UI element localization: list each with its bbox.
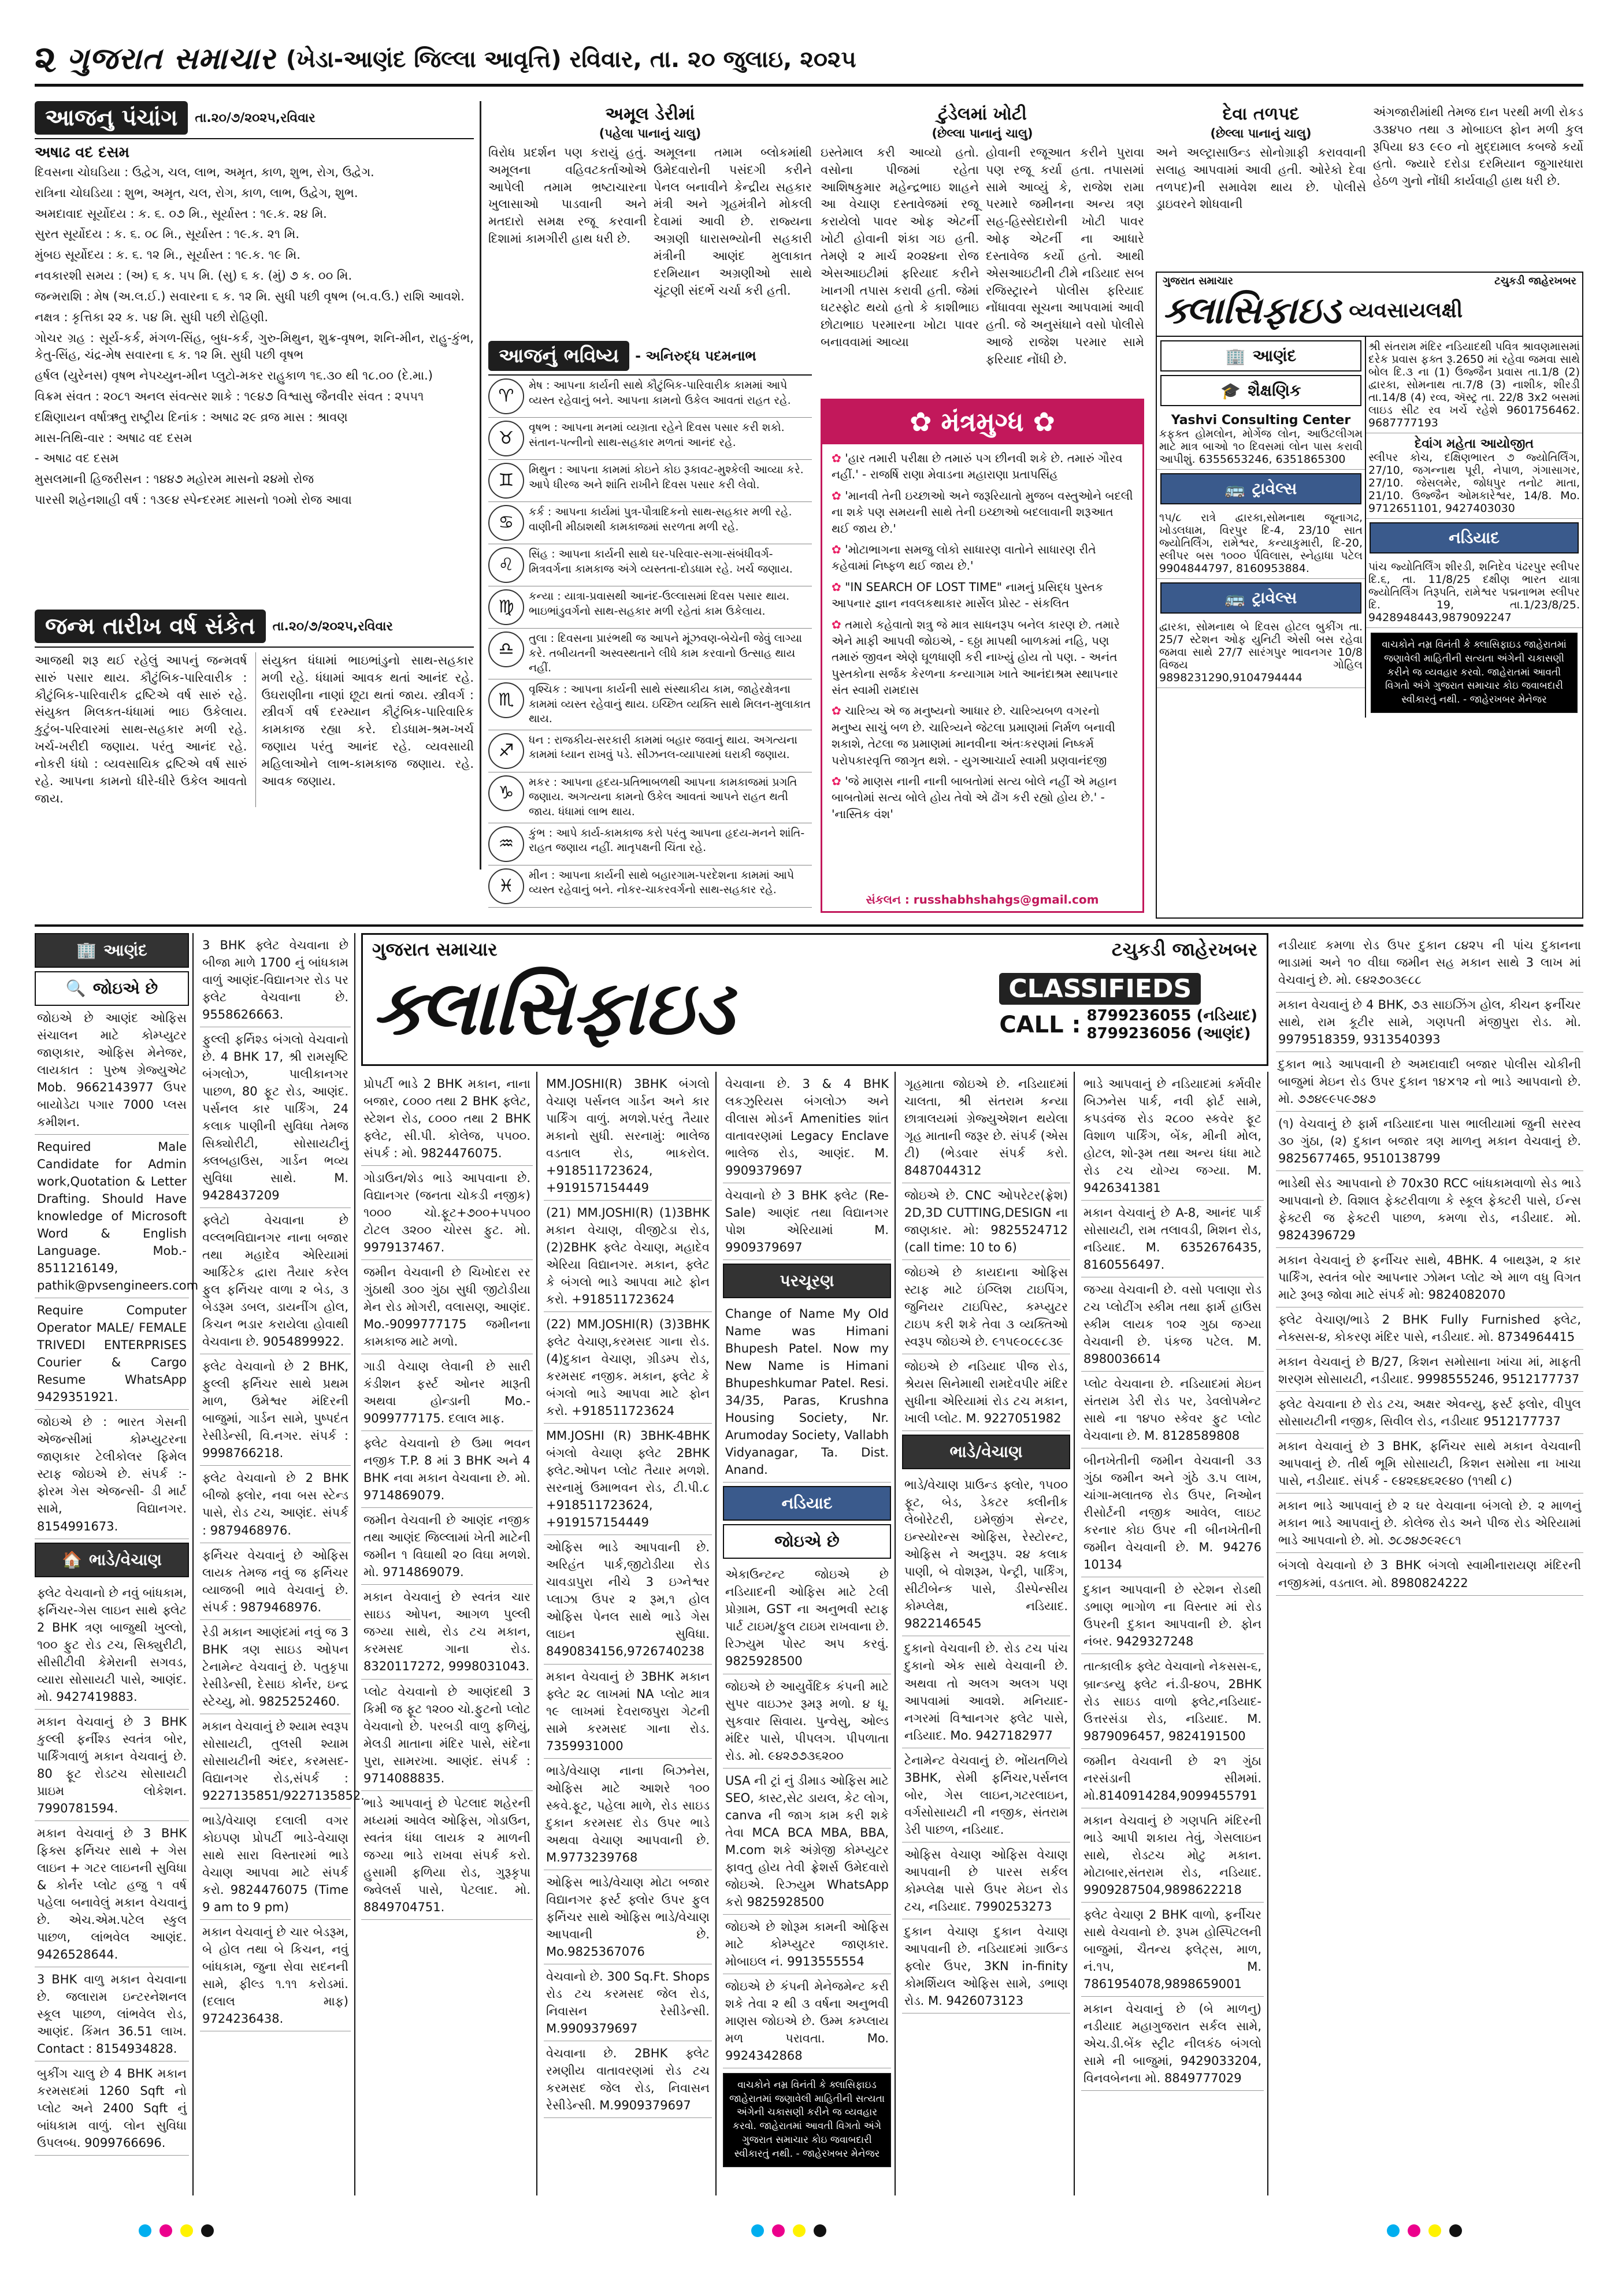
masthead <box>35 35 1583 87</box>
classified-ad: ભાડે/વેચાણ પ્રાઉન્ડ ફ્લોર, ૧૫૦૦ ફૂટ, બેડ, ડેકટર ક્લીનીક લેબોરેટરી, ઇમેજીંગ સેન્ટર, ઇન્સ્યોરન્સ ઓફિસ, રેસ્ટોરન્ટ, ઓફિસ ને અનુરૂપ. ૨૪ કલાક પાણી, બે વોશરૂમ, પેન્ટ્રી, પાર્કિંગ, સીટીબેન્ક પાસે, ડીસ્પેન્સીય કોમ્પ્લેક્ષ, નડિયાદ. 9822146545 <box>902 1473 1070 1636</box>
horoscope-row <box>488 629 812 679</box>
quote-text: 'માનવી તેની ઇચ્છાઓ અને જરૂરિયાતો મુજબ વસ્તુઓને બદલી ના શકે પણ સમયની સાથે તેની ઇચ્છાઓ બદલાવાની શરૂઆત થઈ જાય છે.' <box>832 488 1133 536</box>
panchang-line: નવકારશી સમય : (અ) ૬ ક. ૫૫ મિ. (સુ) ૬ ક. (મું) ૭ ક. ૦૦ મિ. <box>35 269 352 283</box>
panchang-line: સુરત સૂર્યોદય : ક. ૬. ૦૮ મિ., સૂર્યાસ્ત : ૧૯.ક. ૨૧ મિ. <box>35 227 300 242</box>
classified-ad: ભાડે/વેચાણ દલાલી વગર કોઇપણ પ્રોપર્ટી ભાડે-વેચાણ સાથે સારા વિસ્તારમાં ભાડે વેચાણ આપવા માટે સંપર્ક કરો. 9824476075 (Time 9 am to 9 pm) <box>200 1808 351 1920</box>
c1-label-rent-sale <box>35 1543 189 1577</box>
classified-ad: (૧) વેચવાનું છે ફાર્મ નડિયાદના પાસ ભાલીયામાં જુની સરસ્વ ૩૦ ગુંઠા, (૨) દુકાન બજાર ત્રણ માળનુ મકાન વેચવાનું છે. 9825677465, 9510138799 <box>1276 1112 1583 1171</box>
horoscope-row <box>488 502 812 544</box>
horoscope-text: ધન : રાજકીય-સરકારી કામમાં બહાર જવાનું થાય. અગત્યના કામમાં ધ્યાન રાખવું પડે. સીઝનલ-વ્યાપારમાં ઘરાકી જણાય. <box>529 733 797 761</box>
c5-disclaimer: વાચકોને નમ્ર વિનંતી કે ક્લાસિફાઇડ જાહેરાતમાં જણાવેલી માહિતીની સત્યતા અંગેની ચકાસણી કરીને જ વ્યવહાર કરવો. જાહેરાતમાં આવતી વિગતો અંગે ગુજરાત સમાચાર કોઇ જવાબદારી સ્વીકારતું નથી. - જાહેરખબર મેનેજર <box>723 2073 891 2167</box>
class-col-5 <box>719 1072 896 2195</box>
birthday-col1: આજથી શરૂ થઈ રહેલું આપનું જન્મવર્ષ સારું પસાર થાય. કૌટુંબિક-પારિવારીક : કૌટુંબિક-પારિવારીક દ્રષ્ટિએ વર્ષ સારું રહે. સંયુક્ત મિલકત-ધંધામાં ભાઇ ઉકેલાય. કુટુંબ-પરિવારમાં સાથ-સહકાર મળી રહે. ખર્ચ-ખરીદી જણાય. પરંતુ આનંદ રહે. નોકરી ધંધો : વ્યવસાયિક દ્રષ્ટિએ વર્ષ સારું રહે. આપના કામનો ધીરે-ધીરે ઉકેલ આવતો જાય. <box>35 653 247 805</box>
c1-ads <box>35 1006 199 2156</box>
classified-ad: Require Computer Operator MALE/ FEMALE TRIVEDI ENTERPRISES Courier & Cargo Resume WhatsApp 9429351921. <box>35 1298 189 1410</box>
horoscope-row <box>488 730 812 772</box>
label-education-text: શૈક્ષણિક <box>1248 381 1301 400</box>
c6-label-rent-sale: ભાડે/વેચાણ <box>902 1435 1070 1469</box>
c4-ads <box>544 1072 712 2118</box>
classified-ad: મકાન વેચવાનું છે (બે માળનુ) નડીયાદ મહાગુજરાત સર્કલ સામે, એચ.ડી.બેંક સ્ટ્રીટ નીલકંઠ બંગલો સામે ની બાજુમાં, 9429033204, વિનવબેનના મો. 8849777029 <box>1081 1997 1264 2091</box>
section-rule <box>35 924 1583 927</box>
horoscope-row <box>488 865 812 908</box>
magenta-dot <box>1408 2224 1420 2237</box>
zodiac-icon: ♒ <box>488 826 524 862</box>
panchang-heading: આજનુ પંચાંગ <box>35 101 188 135</box>
classified-ad: વેચવાનો છે 3 BHK ફ્લેટ (Re-Sale) આણંદ તથા વિદ્યાનગર પોશ એરિયામાં M. 9909379697 <box>723 1183 891 1260</box>
classified-ad: જોઇએ છે : ભારત ગેસની એજન્સીમાં કોમ્પ્યુટરના જાણકાર ટેલીકોલર ફિમેલ સ્ટાફ જોઇએ છે. સંપર્ક :- ફોરમ ગેસ એજન્સી- ડી માર્ટ સામે, વિદ્યાનગર. 8154991673. <box>35 1410 189 1539</box>
classified-ad: ફ્લેટ વેચવાના છે રોડ ટચ, અક્ષર એવન્યુ, ફર્સ્ટ ફ્લોર, વીપુલ સોસાયટીની નજીક, સિવીલ રોડ, નડીયાદ 9512177737 <box>1276 1392 1583 1434</box>
classified-ad: ફુલ્લી ફર્નિશ્ડ બંગલો વેચવાનો છે. 4 BHK 17, શ્રી રામસૃષ્ટિ બંગલોઝ, પાલીકાનગર પાછળ, 80 ફૂટ રોડ, આણંદ. પર્સનલ કાર પાર્કિંગ, 24 કલાક પાણીની સુવિધા તેમજ સિક્યોરીટી, સોસાયટીનું ક્લબહાઉસ, ગાર્ડન ભવ્ય સુવિધા સાથે. M. 9428437209 <box>200 1027 351 1208</box>
mantramugdh-heading: ✿ મંત્રમુગ્ધ ✿ <box>822 400 1142 444</box>
amul-col2: અમૂલના તમામ બ્લોકમાંથી ઉમેદવારોની પસંદગી કરીને પેનલ બનાવીને કેન્દ્રીય સહકાર મંત્રી અને ગૃહમંત્રીને મોકલી દેવામાં આવી છે. રાજ્યના અગ્રણી ધારાસભ્યોની સહકારી મંત્રીની આણંદ મુલાકાત દરમિયાન અગ્રણીઓ સાથે ચૂંટણી સંદર્ભે ચર્ચા કરી હતી. <box>654 146 812 298</box>
classified-ad: મકાન વેચવાનું છે A-8, આનંદ પાર્ક સોસાયટી, રામ તલાવડી, મિશન રોડ, નડિયાદ. M. 6352676435, 8160556497. <box>1081 1201 1264 1277</box>
class-col-1 <box>35 933 199 2195</box>
divider <box>480 101 481 870</box>
quote-text: "IN SEARCH OF LOST TIME" નામનું પ્રસિદ્ધ પુસ્તક આપનાર જ્ઞાન નવલકથાકાર માર્સેલ પ્રોસ્ટ - સંકલિત <box>832 579 1104 611</box>
cyan-dot <box>751 2224 764 2237</box>
horoscope-row <box>488 460 812 502</box>
c1-label-rent-sale-text: ભાડે/વેચાણ <box>88 1550 162 1569</box>
classified-ad: ગોડાઉન/શેડ ભાડે આપવાના છે. વિદ્યાનગર (જનતા ચોકડી નજીક) ૧૦૦૦ ચો.ફૂટ+૭૦૦+૫૫૦૦ ટોટલ ૩૨૦૦ ચોરસ ફુટ. મો. 9979137467. <box>361 1166 533 1260</box>
horoscope-row <box>488 823 812 865</box>
label-travels2-text: ટ્રાવેલ્સ <box>1252 588 1297 607</box>
cyan-dot <box>1387 2224 1400 2237</box>
classified-ad: નડીયાદ કમળા રોડ ઉપર દુકાન ૮૪૨૫ ની પાંચ દુકાનના ભાડામાં અને ૧૦ વીઘા જમીન સહ મકાન સાથે 3 લાખ માં વેચવાનું છે. મો. ૯૪૨૭૦૩૯૮૮ <box>1276 933 1583 993</box>
panchang-line: અમદાવાદ સૂર્યોદય : ક. ૬. ૦૭ મિ., સૂર્યાસ્ત : ૧૯.ક. ૨૪ મિ. <box>35 206 327 221</box>
quote-text: 'હાર તમારી પરીક્ષા છે તમારું પગ છીનવી શકે છે. તમારું ગૌરવ નહીં.' - રાજર્ષિ રાણા મેવાડના મહારાણા પ્રતાપસિંહ <box>832 451 1123 482</box>
birthday-col2: સંયુક્ત ધંધામાં ભાઇભાંડુનો સાથ-સહકાર મળી રહે. ધંધામાં આવક થતાં આનંદ રહે. ઉઘરાણીના નાણાં છૂટા થતાં જાય. સ્ત્રીવર્ગ : સ્ત્રીવર્ગ વર્ષ દરમ્યાન કૌટુંબિક-પારિવારિક કામકાજ રહ્યા કરે. દોડધામ-શ્રમ-ખર્ચ જણાય પરંતુ આનંદ રહે. વ્યવસાયી મહિલાઓને લાભ-કામકાજ જણાય. રહે. આવક જણાય. <box>255 652 474 807</box>
horoscope-list <box>488 376 812 908</box>
panchang-line: ગોચર ગ્રહ : સૂર્ય-કર્ક, મંગળ-સિંહ, બુધ-કર્ક, ગુરુ-મિથુન, શુક્ર-વૃષભ, શનિ-મીન, રાહુ-કુંભ, કેતુ-સિંહ, ચંદ્ર-મેષ સવારના ૬ ક. ૧૨ મિ. સુધી પછી વૃષભ <box>35 330 474 362</box>
c8-ads <box>1276 933 1583 1596</box>
panchang-box <box>35 101 474 604</box>
flower-icon: ✿ <box>832 542 845 556</box>
deviang-text: સ્લીપર કોચ, દક્ષિણભારત ૭ જ્યોતિર્લિંગ, 27/10, જગન્નાથ પૂરી, નેપાળ, ગંગાસાગર, 27/10. જેસલમેર, જોધપુર તનોટ માતા, 21/10. ઉજ્જૈન ઓમકારેશ્વર, 14/8. Mo. 9712651101, 9427403030 <box>1368 451 1580 515</box>
black-dot <box>201 2224 214 2237</box>
bus-icon: 🚌 <box>1224 588 1245 608</box>
amul-col1: વિરોધ પ્રદર્શન પણ કરાયું હતું. અમૂલના વહિવટકર્તાઓએ આપેલી તમામ ભ્રષ્ટાચારના ખુલાસાઓ પાડવાની અને મતદારો સમક્ષ રજૂ કરવાની દિશામાં કામગીરી હાથ ધરી છે. <box>488 146 647 246</box>
horoscope-row <box>488 772 812 823</box>
building-icon: 🏢 <box>76 941 97 960</box>
classified-ad: જમીન વેચવાની છે ચિખોદરા રર ગુંઠાથી ૩૦૦ ગુંઠા સુધી જીટોડીયા મેન રોડ મોગરી, વલાસણ, આણંદ. Mo.-9099777175 જમીનના કામકાજ માટે મળો. <box>361 1260 533 1354</box>
birthday-heading: જન્મ તારીખ વર્ષ સંકેત <box>35 610 266 643</box>
classified-ad: મકાન વેચવાનું છે 4 BHK, ૭૩ સાઇઝિંગ હોલ, કીચન ફર્નીચર સાથે, રામ કૂટીર સામે, ગણપતી મંજીપુરા રોડ. મો. 9979518359, 9313540393 <box>1276 993 1583 1052</box>
classified-ad: ભાડેથી સેડ આપવાનો છે 70x30 RCC બાંધકામવાળો સેડ ભાડે આપવાનો છે. વિશાલ ફેક્ટરીવાળા કે સ્કૂલ ફેક્ટરી પાસે, ઈન્સ ફેક્ટરી જ ફેક્ટરી પાછળ, કમળા રોડ, નડીયાદ. મો. 9824396729 <box>1276 1171 1583 1248</box>
horoscope-heading: આજનું ભવિષ્ય <box>488 341 629 371</box>
zodiac-icon: ♐ <box>488 733 524 769</box>
edition-line: (ખેડા-આણંદ જિલ્લા આવૃત્તિ) રવિવાર, તા. ૨૦ જુલાઇ, ૨૦૨૫ <box>285 46 856 73</box>
c5-label-wanted: જોઇએ છે <box>723 1524 891 1559</box>
mantramugdh-box <box>821 399 1144 913</box>
c5-label-misc: પરચૂરણ <box>723 1264 891 1298</box>
panchang-line: નક્ષત્ર : કૃત્તિકા ૨૨ ક. ૫૪ મિ. સુધી પછી રોહિણી. <box>35 310 269 324</box>
classified-ad: બંગલો વેચવાનો છે 3 BHK બંગલો સ્વામીનારાયણ મંદિરની નજીકમાં, વડતાલ. મો. 8980824222 <box>1276 1553 1583 1595</box>
classified-ad: મકાન વેચવાનું છે સ્વતંત્ર ચાર સાઇડ ઓપન, આગળ પુલ્લી જગ્યા સાથે, રોડ ટચ મકાન, કરમસદ ગાના રોડ. 8320117272, 9998031043. <box>361 1585 533 1679</box>
horoscope-row <box>488 376 812 418</box>
zodiac-icon: ♓ <box>488 868 524 904</box>
horoscope-text: કર્ક : આપના કાર્યમાં પુત્ર-પૌત્રાદિકનો સાથ-સહકાર મળી રહે. વાણીની મીઠાશથી કામકાજમાં સરળતા મળી રહે. <box>529 506 792 533</box>
flower-icon: ✿ <box>832 704 845 718</box>
deva-title: દેવા તળપદ <box>1222 104 1300 124</box>
big-classified-banner <box>361 933 1268 1066</box>
color-registration-marks <box>139 2224 214 2237</box>
deviang-title: દેવાંગ મહેતા આયોજીત <box>1414 437 1534 451</box>
classified-ad: ભાડે આપવાનું છે નડિયાદમાં કર્મવીર બિઝનેસ પાર્ક, નવી ફોર્ટ સામે, કપડવંજ રોડ ૨૮૦૦ સ્કવેર ફૂટ વિશાળ પાર્કિંગ, બેંક, મીની મોલ, હોટલ, શો-રૂમ તથા અન્ય ધંધા માટે રોડ ટચ યોગ્ય જગ્યા. M. 9426341381 <box>1081 1072 1264 1201</box>
deviang-ad <box>1366 433 1582 519</box>
horoscope-box <box>488 341 812 919</box>
classified-ad: ફ્લેટ વેચવાનો છે નવું બાંધકામ, ફર્નિચર-ગેસ લાઇન સાથે ફ્લેટ 2 BHK ત્રણ બાજુથી ખુલ્લો, ૧૦૦ ફુટ રોડ ટચ, સિક્યુરીટી, સીસીટીવી કેમેરાની સગવડ, વ્યારા સોસાયટી પાસે, આણંદ. મો. 9427419883. <box>35 1581 189 1710</box>
small-classified-brand: ગુજરાત સમાચાર <box>1163 275 1233 287</box>
yellow-dot <box>1428 2224 1441 2237</box>
class-col-8 <box>1271 933 1583 2195</box>
yashvi-name: Yashvi Consulting Center <box>1171 413 1351 428</box>
classified-ad: પ્રોપર્ટી ભાડે 2 BHK મકાન, નાના બજાર, ૮૦૦૦ તથા 2 BHK ફ્લેટ, સ્ટેશન રોડ, ૮૦૦૦ તથા 2 BHK ફ્લેટ, સી.પી. કોલેજ, ૫૫૦૦. સંપર્ક : મો. 9824476075. <box>361 1072 533 1166</box>
school-ad: શ્રી સંતરામ મંદિર નડિયાદથી પવિત્ર શ્રાવણમાસમાં દરેક પ્રવાસ ફક્ત રૂ.2650 માં રહેવા જમવા સાથે બોલ દિ.૩ ના (1) ઉજ્જૈન પ્રવાસ તા.1/8 (2) દ્વારકા, સોમનાથ તા.7/8 (3) નાશીક, શીરડી તા.14/8 (4) રવ્વ, ઍસ્ટ્ર તા. 22/8 3x2 બસમાં લાઇડ સીટ રવ ખર્ચે રહેશે 9601756462. 9687777193 <box>1366 337 1582 433</box>
small-classified-sub: વ્યવસાયલક્ષી <box>1349 299 1463 322</box>
label-nadiad-text: નડિયાદ <box>1448 528 1500 547</box>
building-icon: 🏢 <box>1225 346 1246 366</box>
flower-icon: ✿ <box>832 579 845 594</box>
classified-ad: મકાન વેચવાનું છે શ્યામ સ્વરૂપ સોસાયટી, તુલસી શ્યામ સોસાયટીની અંદર, કરમસદ-વિદ્યાનગર રોડ,સંપર્ક : 9227135851/9227135852. <box>200 1714 351 1808</box>
flower-icon: ✿ <box>832 617 845 631</box>
panchang-date: તા.૨૦/૭/૨૦૨૫,રવિવાર <box>195 110 316 125</box>
c2-ads <box>200 933 365 2031</box>
classified-ad: ફ્લેટ વેચવાનો છે ઉમા ભવન નજીક T.P. 8 માં 3 BHK અને 4 BHK નવા મકાન વેચવાના છે. મો. 9714869079. <box>361 1431 533 1508</box>
zodiac-icon: ♌ <box>488 547 524 583</box>
classified-ad: મકાન વેચવાનું છે ચાર બેડરૂમ, બે હોલ તથા બે કિચન, નવું બાંધકામ, જુના સેવા સદનની સામે, ફીલ્ડ ૧.૧૧ કરોડમાં. (દલાલ માફ) 9724236438. <box>200 1920 351 2031</box>
horoscope-text: વૃષભ : આપના મનમાં વ્યગ્રતા રહેને દિવસ પસાર કરી શકો. સંતાન-પત્નીનો સાથ-સહકાર મળતાં આનંદ રહે. <box>529 421 785 449</box>
mantramugdh-quotes <box>822 444 1142 833</box>
bus-icon: 🚌 <box>1224 479 1245 499</box>
quote-item <box>832 541 1133 574</box>
brand-name: ગુજરાત સમાચાર <box>66 42 276 76</box>
classified-ad: જોઇએ છે આણંદ ઓફિસ સંચાલન માટે કોમ્પ્યુટર જાણકાર, ઓફિસ મેનેજર, લાયકાત : પુરુષ ગ્રેજ્યુએટ Mob. 9662143977 ઉપર બાયોડેટા પગાર 7000 પ્લસ કમીશન. <box>35 1006 189 1135</box>
horoscope-row <box>488 586 812 629</box>
class-col-7 <box>1078 1072 1268 2195</box>
classified-ad: દુકાન ભાડે આપવાની છે અમદાવાદી બજાર પોલીસ ચોકીની બાજુમાં મેઇન રોડ ઉપર દુકાન ૧૪×૧૨ નો ભાડે આપવાનો છે. મો. ૭૭૪૯૯૫૯૭૪૭ <box>1276 1052 1583 1112</box>
quote-text: 'મોટાભાગના સમજુ લોકો સાધારણ વાતોને સાધારણ રીતે કહેવામાં નિષ્ફળ થઈ જાય છે.' <box>832 542 1096 573</box>
classified-ad: 3 BHK ફ્લેટ વેચવાના છે બીજા માળે 1700 નું બાંધકામ વાળું આણંદ-વિદ્યાનગર રોડ પર ફ્લેટ વેચવાના છે. 9558626663. <box>200 933 351 1027</box>
deva-col1: અને અલ્ટ્રાસાઉન્ડ સોનોગ્રાફી કરાવવાની સલાહ આપવામાં આવી હતી. ઓરેકો દેવા તળપદ)ની સમાવેશ થાય છે. પોલીસે ડ્રાઇવરને શોધવાની <box>1156 146 1366 211</box>
flower-icon: ✿ <box>832 774 845 789</box>
horoscope-row <box>488 544 812 586</box>
tundel-title: ટુંડેલમાં ખોટી <box>938 104 1027 124</box>
classified-ad: USA ની ટ્રાં નું ડીમાડ ઓફિસ માટે SEO, કાસ્ટ,સેટ ડાયલ, કેટ લોગ, canva ની જાગ કામ કરી શકે તેવા MCA BCA MBA, BBA, M.com શકે અંગ્રેજી કોમ્પ્યુટર ફાવતુ હોય તેવી ફ્રેશર્સ ઉમેદવારો જોઇએ. રિઝ્યુમ WhatsApp કરો 9825928500 <box>723 1769 891 1915</box>
classified-ad: જોઇએ છે. CNC ઓપરેટર(ફ્રેશ) 2D,3D CUTTING,DESIGN ના જાણકાર. મો: 9825524712 (call time: 10 to 6) <box>902 1183 1070 1260</box>
banner-title: ક્લાસિફાઇડ <box>372 964 734 1052</box>
classified-ad: જોઇએ છે આયુર્વેદિક કંપની માટે સુપર વાઇઝર રૂમરૂ મળો. ૪ ધૂ. સુકવાર સિવાય. પુન્વેસુ, ઓલ્ડ મંદિર પાસે, પીપલગ. પીપળાતા રોડ. મો. ૯૪૨૭૭૩૬૨૦૦ <box>723 1674 891 1769</box>
classified-ad: 3 BHK વાળુ મકાન વેચવાના છે. જલારામ ઇન્ટરનેશનલ સ્કૂલ પાછળ, લાંભવેલ રોડ, આણંદ. કિંમત 36.51 લાખ. Contact : 8154934828. <box>35 1967 189 2061</box>
classified-ad: ભાડે આપવાનું છે પેટલાદ શહેરની મધ્યમાં આવેલ ઓફિસ, ગોડાઉન, સ્વતંત્ર ધંધા લાયક ૨ માળની જગ્યા ભાડે રાખવા સંપર્ક કરો. હુસામી ફળિયા રોડ, ગુરૂકૃપા જ્વેલર્સ પાસે, પેટલાદ. મો. 8849704751. <box>361 1791 533 1920</box>
house-icon: 🏠 <box>62 1550 82 1569</box>
small-classified-tag: ટચુકડી જાહેરખબર <box>1494 275 1576 287</box>
classified-ad: ગૃહમાતા જોઇએ છે. નડિયાદમાં ચાલતા, શ્રી સંતરામ કન્યા છાત્રાલયમાં ગ્રેજ્યુએશન થયેલા ગૃહ માતાની જરૂર છે. સંપર્ક (એસ ટી) (ભેડવાર સંપર્ક કરો. 8487044312 <box>902 1072 1070 1183</box>
cyan-dot <box>139 2224 151 2237</box>
classified-ad: રેડી મકાન આણંદમાં નવું જ 3 BHK ત્રણ સાઇડ ઓપન ટેનામેન્ટ વેચવાનું છે. પતુકૃપા રેસીડેન્સી, દેસાઇ કોર્નર, ઇન્દ્ર સ્ટેચ્યુ, મો. 9825252460. <box>200 1620 351 1714</box>
c1-label-wanted <box>35 971 189 1006</box>
birthday-box <box>35 610 474 870</box>
classified-ad: જગ્યા વેચવાની છે. વસો પલાણા રોડ ટચ પ્લોટીંગ સ્કીમ તથા ફાર્મ હાઉસ સ્કીમ લાયક ૧૦૨ ગુઠા જગ્યા વેચવાની છે. પંકજ પટેલ. M. 8980036614 <box>1081 1277 1264 1372</box>
classified-ad: જોઇએ છે કાયદાના ઓફિસ સ્ટાફ માટે ઇંગ્લિશ ટાઇપિંગ, જુનિયર ટાઇપિસ્ટ, કમ્પ્યુટર ટાઇપ કરી શકે તેવા ૩ વ્યક્તિઓ સ્વરૂપ જોઇએ છે. ૯૧૫૯૦૮૯૮૩૯ <box>902 1260 1070 1354</box>
tundel-col1: ઇસ્તેમાલ કરી આવ્યો હતો. વસોના પીજમાં રહેતા આશિષકુમાર મહેન્દ્રભાઇ શાહને આ વેચાણ દસ્તાવેજમાં રજૂ કરાયેલો પાવર ઓફ એટર્ની ખોટી હોવાની શંકા ગઇ હતી. તેમણે ૨ માર્ચ ૨૦૨૪ના રોજ એસઆઇટીમાં ફરિયાદ કરીને ખાનગી તપાસ કરાવી હતી. જેમાં ઘટસ્ફોટ થયો હતો કે કાશીભાઇ છોટાભાઇ પરમારના ખોટા પાવર બનાવવામાં આવ્યા <box>821 146 979 349</box>
classified-ad: ટેનામેન્ટ વેચવાનું છે. ભોંયતળિયે 3BHK, સેમી ફર્નિચર,પર્સનલ બોર, ગેસ લાઇન,ગટરલાઇન, વર્ગસોસાયટી ની નજીક, સંતરામ ડેરી પાછળ, નડિયાદ. <box>902 1748 1070 1842</box>
tundel-article <box>821 104 1144 393</box>
classified-ad: ફ્લેટ વેચવાનો છે 2 BHK, ફુલ્લી ફર્નિચર સાથે પ્રથમ માળ, ઉમેશ્વર મંદિરની બાજુમાં, ગાર્ડન સામે, પુષ્પદંત રેસીડેન્સી, વિ.નગર. સંપર્ક : 9998766218. <box>200 1354 351 1466</box>
horoscope-text: મિથુન : આપના કામમાં કોઇને કોઇ રૂકાવટ-મુશ્કેલી આવ્યા કરે. આપે ધીરજ અને શાંતિ રાખીને દિવસ પસાર કરી લેવો. <box>529 463 804 491</box>
panchang-line: મુંબઇ સૂર્યોદય : ક. ૬. ૧૨ મિ., સૂર્યાસ્ત : ૧૯.ક. ૧૯ મિ. <box>35 248 300 262</box>
panchang-line: હર્ષલ (યુરેનસ) વૃષભ નેપચ્યુન-મીન પ્લુટો-મકર રાહુકાળ ૧૬.૩૦ થી ૧૮.૦૦ (દે.મા.) <box>35 369 433 383</box>
quote-text: 'જે માણસ નાની નાની બાબતોમાં સત્ય બોલે નહીં એ મહાન બાબતોમાં સત્ય બોલે હોય તેવો એ ઢોંગ કરી રહ્યો હોય છે.' - 'નાસ્તિક વંશ' <box>832 774 1117 821</box>
classified-ad: વેચવાનો છે. 300 Sq.Ft. Shops રોડ ટચ કરમસદ જેલ રોડ, નિવાસન રેસીડેન્સી. M.9909379697 <box>544 1964 712 2041</box>
label-travels-text: ટ્રાવેલ્સ <box>1252 479 1297 498</box>
class-col-4 <box>540 1072 717 2195</box>
class-col-6 <box>899 1072 1075 2195</box>
panchang-line: દક્ષિણાયન વર્ષાઋતુ રાષ્ટ્રીય દિનાંક : અષાઢ ૨૯ વ્રજ માસ : શ્રાવણ <box>35 410 348 424</box>
amul-article <box>488 104 812 335</box>
classified-ad: MM.JOSHI(R) 3BHK બંગલો વેચાણ પર્સનલ ગાર્ડન અને કાર પાર્કિંગ વાળું. મળશે.પરંતુ તૈયાર મકાનો સુધી. સરનામું: ભાલેજ વડતાલ રોડ, ભાકરોલ. +918511723624, +919157154449 <box>544 1072 712 1201</box>
zodiac-icon: ♋ <box>488 505 524 541</box>
horoscope-text: મેષ : આપના કાર્યની સાથે કૌટુંબિક-પારિવારીક કામમાં આપે વ્યસ્ત રહેવાનું બને. આપના કામનો ઉકેલ આવતાં રાહત રહે. <box>529 379 791 407</box>
panchang-line: મુસલમાની હિજરીસન : ૧૪૪૭ મહોરમ માસનો ૨૪મો રોજ <box>35 472 314 486</box>
deva-subtitle: (છેલ્લા પાનાનું ચાલુ) <box>1210 127 1312 140</box>
classified-ad: બીનખેતીની જમીન વેચવાની ૩૩ ગુંઠા જમીન અને ગુંઠે ૩.૫ લાખ, ચાંગા-મલાતજ રોડ ઉપર, નિઓન રીસોર્ટની નજીક આવેલ, લાઇટ કરનાર કોઇ ઉપર ની બીનખેતીની જમીન વેચવાની છે. M. 94276 10134 <box>1081 1448 1264 1577</box>
c5-ads <box>723 1072 891 2167</box>
zodiac-icon: ♎ <box>488 631 524 667</box>
yellow-dot <box>180 2224 193 2237</box>
banner-phone-2: 8799236056 (આણંદ) <box>1086 1024 1251 1042</box>
classified-ad: દુકાન વેચાણ દુકાન વેચાણ આપવાની છે. નડિયાદમાં ગ્રાઉન્ડ ફ્લોર ઉપર, 3KN in-finity કોમર્શિયલ ઓફિસ સામે, ડભાણ રોડ. M. 9426073123 <box>902 1919 1070 2013</box>
small-classified-title: ક્લાસિફાઇડ <box>1163 289 1341 332</box>
yashvi-ad <box>1157 410 1365 470</box>
quote-item <box>832 579 1133 612</box>
classified-ad: મકાન ભાડે આપવાનું છે ૨ ઘર વેચવાના બંગલો છે. ૨ માળનું મકાન ભાડે આપવાનું છે. કોલેજ રોડ અને પીજ રોડ એરિયામાં ભાડે આપવાનો છે. મો. ૭૮૭૪૭૯૨૯૮૧ <box>1276 1493 1583 1553</box>
quote-item <box>832 703 1133 768</box>
classified-ad: જોઇએ છે શોરૂમ કામની ઓફિસ માટે કોમ્પ્યુટર જાણકાર. મોબાઇલ નં. 9913555554 <box>723 1915 891 1974</box>
classified-ad: ફ્લેટો વેચવાના છે વલ્લભવિદ્યાનગર નાના બજાર તથા મહાદેવ એરિયામાં આર્કિટેક દ્વારા તૈયાર કરેલ ફુલ ફર્નિચર વાળા ૨ બેડ, ૩ બેડરૂમ ડબલ, ડાયનીંગ હોલ, કિચન ભડાર કરાયેલા હોવાથી વેચવાના છે. 9054899922. <box>200 1208 351 1354</box>
classified-ad: દુકાનો વેચવાની છે. રોડ ટચ પાંચ દુકાનો એક સાથે વેચવાની છે. અથવા તો અલગ અલગ પણ આપવામાં આવશે. મનિયાદ-નગરમાં વિશ્વાનગર ફ્લેટ પાસે, નડિયાદ. Mo. 9427182977 <box>902 1636 1070 1748</box>
classified-ad: મકાન વેચવાનું છે ગણપતિ મંદિરની ભાડે આપી શકાય તેવું, ગેસલાઇન સાથે, રોડટચ મોટુ મકાન. મોટાબાર,સંતરામ રોડ, નડિયાદ. 9909287504,9898622218 <box>1081 1808 1264 1903</box>
classified-ad: ફ્લેટ વેચાણ/ભાડે 2 BHK Fully Furnished ફ્લેટ, નેક્સસ-૪, કોકરણ મંદિર પાસે, નડીયાદ. મો. 8734964415 <box>1276 1307 1583 1350</box>
tundel-col2: હોવાની રજૂઆત કરીને પુરાવા પણ રજૂ કર્યા હતા. તપાસમાં સામે આવ્યું કે, રાજેશ રામા પરમારે જમીનના અન્ય ત્રણ સહ-હિસ્સેદારોની ખોટી પાવર ઓફ એટર્ની ના આધારે દસ્તાવેજ કર્યો હતો. આથી એસઆઇટીની ટીમે નડિયાદ સબ રજિસ્ટ્રારને પોલીસ ફરિયાદ નોંધાવવા સૂચના આપવામાં આવી હતી. જે અનુસંધાને વસો પોલીસે આજે રાજેશ પરમાર સામે ફરિયાદ નોંધી છે. <box>986 146 1144 366</box>
magenta-dot <box>159 2224 172 2237</box>
classified-ad: પ્લોટ વેચવાના છે. નડિયાદમાં મેઇન સંતરામ ડેરી રોડ પર, ડેવલોપમેન્ટ સાથે ના ૧૪૫૦ સ્કેવર ફુટ પ્લોટ વેચવાના છે. M. 8128589808 <box>1081 1372 1264 1448</box>
classified-ad: જમીન વેચવાની છે ૨૧ ગુંઠા નરસંડાની સીમમાં. મો.8140914284,9099455791 <box>1081 1749 1264 1808</box>
panchang-line: જન્મરાશિ : મેષ (અ.લ.ઈ.) સવારના ૬ ક. ૧૨ મિ. સુધી પછી વૃષભ (બ.વ.ઉ.) રાશિ આવશે. <box>35 289 465 303</box>
dwarka-ad: ૧૫/૮ રાત્રે દ્વારકા,સોમનાથ જૂનાગઢ, ખોડલધામ, વિરપુર દિ-4, 23/10 સાત જ્યોતિર્લિંગ, રામેશ્વર, કન્યાકુમારી, દિ-20, સ્લીપર બસ ૧૦૦૦ ર્પવિલાસ, સ્નેહાધા પટેલ 9904844797, 8160953884. <box>1157 508 1365 579</box>
c3-ads <box>361 1072 533 1920</box>
flower-icon: ✿ <box>832 488 845 503</box>
amul-title: અમૂલ ડેરીમાં <box>605 104 695 124</box>
panchang-line: માસ-તિથિ-વાર : અષાઢ વદ દસમ <box>35 430 192 445</box>
class-col-2 <box>196 933 365 2195</box>
mantramugdh-title: મંત્રમુગ્ધ <box>941 406 1024 437</box>
classified-ad: વેચવાના છે. 2BHK ફ્લેટ રમણીય વાતાવરણમાં રોડ ટચ કરમસદ જેલ રોડ, નિવાસન રેસીડેન્સી. M.9909379697 <box>544 2041 712 2118</box>
classified-ad: ફ્લેટ વેચવાનો છે 2 BHK બીજો ફ્લોર, નવા બસ સ્ટેન્ડ પાસે, રોડ ટચ, આણંદ. સંપર્ક : 9879468976. <box>200 1466 351 1543</box>
panchang-line: વિક્રમ સંવત : ૨૦૮૧ અનલ સંવત્સર શાકે : ૧૯૪૭ વિશ્વાસુ જૈનવીર સંવત : ૨૫૫૧ <box>35 389 424 403</box>
classified-ad: મકાન વેચવાનું છે 3 BHK ફિક્સ ફર્નિચર સાથે + ગેસ લાઇન + ગટર લાઇનની સુવિધા & કોર્નર પ્લોટ હજુ ૧ વર્ષ પહેલા બનાવેલું મકાન વેચવાનું છે. એચ.એમ.પટેલ સ્કુલ પાછળ, લાંભવેલ આણંદ. 9426528644. <box>35 1821 189 1967</box>
color-registration-marks-3 <box>1387 2224 1462 2237</box>
banner-classifieds-en: CLASSIFIEDS <box>999 973 1201 1005</box>
classified-ad: મકાન વેચવાનું છે 3 BHK કુલ્લી ફર્નીશ્ડ સ્વતંત્ર બોર, પાર્કિંગવાળું મકાન વેચવાનું છે. 80 ફૂટ રોડટચ સોસાયટી પ્રાઇમ લોકેશન. 7990781594. <box>35 1710 189 1821</box>
label-education <box>1160 375 1361 406</box>
deva-article <box>1156 104 1583 266</box>
disclaimer-notice: વાચકોને નમ્ર વિનંતી કે ક્લાસિફાઇડ જાહેરાતમાં જણાવેલી માહિતીની સત્યતા અંગેની ચકાસણી કરીને જ વ્યવહાર કરવો. જાહેરાતમાં આવતી વિગતો અંગે ગુજરાત સમાચાર કોઇ જવાબદારી સ્વીકારતું નથી. - જાહેરખબર મેનેજર <box>1371 633 1578 713</box>
zodiac-icon: ♍ <box>488 589 524 625</box>
classified-ad: ઓફિસ વેચાણ ઓફિસ વેચાણ આપવાની છે પારસ સર્કલ કોમ્પ્લેક્ષ પાસે ઉપર મેઇન રોડ ટચ, નડિયાદ. 7990253273 <box>902 1842 1070 1919</box>
panchang-line: પારસી શહેનશાહી વર્ષ : ૧૩૯૪ સ્પેન્દરમદ માસનો ૧૦મો રોજ આવા <box>35 493 352 507</box>
classified-ad: જમીન વેચવાની છે આણંદ નજીક તથા આણંદ જિલ્લામાં ખેતી માટેની જમીન ૧ વિઘાથી ૨૦ વિઘા મળશે. મો. 9714869079. <box>361 1508 533 1585</box>
classified-ad: એકાઉન્ટન્ટ જોઇએ છે નડિયાદની ઓફિસ માટે ટેલી પ્રોગ્રામ, GST ના અનુભવી સ્ટાફ પાર્ટ ટાઇમ/ફુલ ટાઇમ રાખવાના છે. રિઝ્યુમ પોસ્ટ અપ કરવું. 9825928500 <box>723 1562 891 1674</box>
horoscope-text: વૃશ્ચિક : આપના કાર્યની સાથે સંસ્થાકીય કામ, જાહેરક્ષેત્રના કામમાં વ્યસ્ત રહેવાનું થાય. ઇચ્છિત વ્યક્તિ સાથે મિલન-મુલાકાત થાય. <box>529 682 811 726</box>
black-dot <box>814 2224 826 2237</box>
classified-ad: ફ્લેટ વેચાણ 2 BHK વાળો, ફર્નીચર સાથે વેચવાનો છે. રૂપમ હોસ્પિટલની બાજુમાં, ચૈતન્ય ફ્લેટ્સ, માળ, નં.૧૫, M. 7861954078,9898659001 <box>1081 1903 1264 1997</box>
classified-ad: મકાન વેચવાનું છે ફર્નીચર સાથે, 4BHK. 4 બાથરૂમ, ૨ કાર પાર્કિંગ, સ્વતંત્ર બોર આપનાર ઝોમન પ્લોટ એ માળ વધુ વિગત માટે રૂબરૂ જોવા માટે સંપર્ક મો: 9824082070 <box>1276 1248 1583 1307</box>
horoscope-author: - અનિરુદ્ધ પદમનાભ <box>635 348 756 364</box>
c1-label-wanted-text: જોઇએ છે <box>92 979 158 998</box>
label-anand <box>1160 340 1361 371</box>
classified-ad: ઓફિસ ભાડે/વેચાણ મોટા બજાર વિદ્યાનગર ફર્સ્ટ ફ્લોર ઉપર ફુલ ફર્નિચર સાથે ઓફિસ ભાડે/વેચાણ આપવાની છે. Mo.9825367076 <box>544 1870 712 1964</box>
label-nadiad <box>1370 522 1579 553</box>
quote-item <box>832 450 1133 483</box>
label-travels-2 <box>1160 582 1361 614</box>
amul-subtitle: (પહેલા પાનાનું ચાલુ) <box>599 127 702 140</box>
horoscope-text: તુલા : દિવસના પ્રારંભથી જ આપને મૂંઝવણ-બેચેની જેવું લાગ્યા કરે. તબીયતની અસ્વસ્થતાને લીધે કામ કરવાનો ઉત્સાહ થાય નહીં. <box>529 632 802 675</box>
horoscope-text: કન્યા : યાત્રા-પ્રવાસથી આનંદ-ઉલ્લાસમાં દિવસ પસાર થાય. ભાઇભાંડુવર્ગનો સાથ-સહકાર મળી રહેતાં કામ ઉકેલાય. <box>529 590 790 618</box>
search-icon: 🔍 <box>65 979 86 998</box>
classified-ad: ગાડી વેચાણ લેવાની છે સારી કંડીશન ફર્સ્ટ ઓનર મારૂતી અથવા હોન્ડાની Mo.- 9099777175. દલાલ માફ. <box>361 1354 533 1431</box>
yellow-dot <box>793 2224 806 2237</box>
panchang-lines <box>35 164 474 509</box>
quote-item <box>832 616 1133 699</box>
classified-ad: પ્લોટ વેચવાનો છે આણંદથી 3 કિમી જ ફૂટ ૧૨૦૦ ચો.ફુટનો પ્લોટ વેચવાનો છે. પરબડી વાળુ ફળિયું, મેલડી માતાના મંદિર પાસે, સંદેના પુરા, સામરખા. આણંદ. સંપર્ક : 9714088835. <box>361 1680 533 1791</box>
panchang-line: - અષાઢ વદ દસમ <box>35 451 119 466</box>
panchang-line: રાત્રિના ચોઘડિયા : શુભ, અમૃત, ચલ, રોગ, કાળ, લાભ, ઉદ્વેગ, શુભ. <box>35 185 358 200</box>
birthday-date: તા.૨૦/૭/૨૦૨૫,રવિવાર <box>272 619 393 634</box>
label-anand-text: આણંદ <box>1252 346 1297 365</box>
tundel-subtitle: (છેલ્લા પાનાનું ચાલુ) <box>932 127 1033 140</box>
horoscope-row <box>488 418 812 460</box>
banner-tag: ટચુકડી જાહેરખબર <box>1111 938 1257 960</box>
banner-call-label: CALL : <box>999 1011 1081 1038</box>
horoscope-text: સિંહ : આપના કાર્યની સાથે ઘર-પરિવાર-સગા-સંબંધીવર્ગ-મિત્રવર્ગના કામકાજ અંગે વ્યસ્તતા-દોડધામ રહે. ખર્ચ જણાય. <box>529 548 793 575</box>
zodiac-icon: ♈ <box>488 378 524 414</box>
black-dot <box>1449 2224 1462 2237</box>
quote-item <box>832 488 1133 537</box>
classified-ad: ફર્નિચર વેચવાનું છે ઓફિસ લાયક તેમજ નવું જ ફર્નિચર વ્યાજબી ભાવે વેચવાનું છે. સંપર્ક : 9879468976. <box>200 1543 351 1620</box>
panchang-line: દિવસના ચોઘડિયા : ઉદ્વેગ, ચલ, લાભ, અમૃત, કાળ, શુભ, રોગ, ઉદ્વેગ. <box>35 165 374 179</box>
classified-ad: બુકીંગ ચાલુ છે 4 BHK મકાન કરમસદમાં 1260 Sqft નો પ્લોટ અને 2400 Sqft નું બાંધકામ વાળું. લોન સુવિધા ઉપલબ્ધ. 9099766696. <box>35 2061 189 2156</box>
quote-item <box>832 773 1133 822</box>
c1-label-anand-text: આણંદ <box>103 941 147 960</box>
classified-ad: ભાડે/વેચાણ નાના બિઝનેસ, ઓફિસ માટે આશરે ૧૦૦ સ્કવે.ફૂટ, પહેલા માળે, રોડ સાઇડ દુકાન કરમસદ રોડ ઉપર ભાડે અથવા વેચાણ આપવાની છે. M.9773239768 <box>544 1759 712 1870</box>
c1-label-anand <box>35 933 189 968</box>
classified-ad: જોઇએ છે કંપની મેનેજમેન્ટ કરી શકે તેવા ૨ થી ૩ વર્ષના અનુભવી માણસ જોઇએ છે. ઉમ્મ કમ્પ્લાય મળ પરાવતા. Mo. 9924342868 <box>723 1974 891 2068</box>
mantramugdh-contact: સંકલન : russhabhshahgs@gmail.com <box>866 893 1099 906</box>
classified-ad: મકાન વેચવાનું છે B/27, કિશન સમોસાના ખાંચા માં, માફતી શરણમ સોસાયટી, નડીયાદ. 9998555246, 9512177737 <box>1276 1350 1583 1392</box>
deva-col2: અંગજારીમાંથી તેમજ દાન પરથી મળી રોકડ ૩૩૪૫૦ તથા ૩ મોબાઇલ ફોન મળી કુલ રૂપિયા ૪૩ ૯૯૦ નો મુદ્દામાલ કબજે કર્યો હતો. જ્યારે દરોડા દરમિયાન જુગારધારા હેઠળ ગુનો નોંધી કાર્યવાહી હાથ ધરી છે. <box>1373 105 1583 188</box>
classified-ad: મકાન વેચવાનું છે 3 BHK, ફર્નિચર સાથે મકાન વેચવાની આપવાનું છે. તીર્થ ભૂમિ સોસાયટી, કિશન સમોસા ના ખાચા પાસે, નડીયાદ. સંપર્ક - ૯૪૨૬૪૬૨૯૪૦ (૧૧થી ૮) <box>1276 1434 1583 1493</box>
c7-ads <box>1081 1072 1264 2091</box>
education-icon: 🎓 <box>1220 381 1241 400</box>
jyoti-ad: પાંચ જ્યોતિર્લિંગ શીરડી, શનિદેવ પંઢરપુર સ્લીપર દિ.૬, તા. 11/8/25 દક્ષીણ ભારત યાત્રા જ્યોતિર્લિંગ તિરૂપતિ, રામેશ્વર પદ્મનાભમ સ્લીપર દિ. 19, તા.1/23/8/25. 9428948443,9879092247 <box>1366 557 1582 628</box>
classified-ad: Required Male Candidate for Admin work,Quotation & Letter Drafting. Should Have knowledge of Microsoft Word & English Language. Mob.- 8511216149, pathik@pvsengineers.com <box>35 1135 189 1298</box>
c5-label-nadiad: નડિયાદ <box>723 1486 891 1521</box>
zodiac-icon: ♊ <box>488 463 524 499</box>
horoscope-text: મકર : આપના હૃદય-પ્રતિભાબળથી આપના કામકાજમાં પ્રગતિ જણાય. અગત્યના કામનો ઉકેલ આવતાં આપને રાહત થતી જાય. ધંધામાં લાભ થાય. <box>529 775 797 819</box>
classified-ad: (21) MM.JOSHI(R) (1)3BHK મકાન વેચાણ, વીજીટેડા રોડ, (2)2BHK ફ્લેટ વેચાણ, મહાદેવ એરિયા વિદ્યાનગર. મકાન, ફ્લેટ કે બંગલો ભાડે આપવા માટે ફોન કરો. +918511723624 <box>544 1201 712 1312</box>
classified-ad: જોઇએ છે નડિયાદ પીજ રોડ, શ્રેયસ સિનેમાથી રામદેવપીર મંદિર સુધીના એરિયામાં રોડ ટચ મકાન, ખાલી પ્લોટ. M. 9227051982 <box>902 1354 1070 1431</box>
horoscope-row <box>488 679 812 730</box>
panchang-title: અષાઢ વદ દસમ <box>35 144 130 161</box>
color-registration-marks-2 <box>751 2224 826 2237</box>
zodiac-icon: ♏ <box>488 682 524 718</box>
zodiac-icon: ♑ <box>488 775 524 811</box>
horoscope-text: મીન : આપના કાર્યની સાથે બહારગામ-પરદેશના કામમાં આપે વ્યસ્ત રહેવાનું બને. નોકર-ચાકરવર્ગનો સાથ-સહકાર રહે. <box>529 868 795 897</box>
flower-icon: ✿ <box>832 451 845 465</box>
classified-ad: મકાન વેચવાનું છે 3BHK મકાન ફ્લેટ ૨૮ લાખમાં NA પ્લોટ માત્ર ૧૯ લાખમાં દેવરાજપુરા ગેટની સામે કરમસદ ગાના રોડ. 7359931000 <box>544 1665 712 1759</box>
small-classified <box>1156 272 1583 919</box>
zodiac-icon: ♉ <box>488 421 524 456</box>
horoscope-text: કુંભ : આપે કાર્ય-કામકાજ કરો પરંતુ આપના હૃદય-મનને શાંતિ-રાહત જણાય નહીં. માતૃપક્ષની ચિંતા રહે. <box>529 826 805 855</box>
somnath-ad: દ્વારકા, સોમનાથ બે દિવસ હોટલ બુકીંગ તા. 25/7 સ્ટેશન ઓફ યુનિટી એસી બસ રહેવા જમવા સાથે 27/7 સારંગપુર ભાવનગર 10/8 વિજય ગોહિલ 9898231290,9104794444 <box>1157 617 1365 688</box>
page-number: ૨ <box>35 38 57 81</box>
magenta-dot <box>772 2224 785 2237</box>
yashvi-text: કફક્ત હોમલોન, મોર્ગેજ લોન, આઉટલીગમ માટે માત્ર બાઓ ૧૦ દિવસમાં લોન પાસ કરાવી આપીશું. 6355653246, 6351865300 <box>1159 428 1363 466</box>
classified-ad: (22) MM.JOSHI(R) (3)3BHK ફ્લેટ વેચાણ,કરમસદ ગાના રોડ.(4)દુકાન વેચાણ, ગ્રીડમ્પ રોડ, કરમસદ નજીક. મકાન, ફ્લેટ કે બંગલો ભાડે આપવા માટે ફોન કરો. +918511723624 <box>544 1312 712 1424</box>
label-travels <box>1160 473 1361 504</box>
banner-brand: ગુજરાત સમાચાર <box>372 938 498 960</box>
classified-ad: વેચવાના છે. 3 & 4 BHK લકઝુરિયસ બંગલોઝ અને વીલાસ મોડર્ન Amenities શાંત વાતાવરણમાં Legacy Enclave ભાલેજ રોડ, આણંદ. M. 9909379697 <box>723 1072 891 1183</box>
c6-ads <box>902 1072 1070 2013</box>
classified-ad: Change of Name My Old Name was Himani Bhupesh Patel. Now my New Name is Himani Bhupeshkumar Patel. Resi. 34/35, Paras, Krushna Housing Society, Nr. Arumoday Society, Vallabh Vidyanagar, Ta. Dist. Anand. <box>723 1302 891 1483</box>
quote-text: ચારિત્ર્ય એ જ મનુષ્યનો આધાર છે. ચારિત્ર્યબળ વગરનો મનુષ્ય સાચું બળ છે. ચારિત્ર્યને જેટલા પ્રમાણમાં નિર્મળ બનાવી શકાશે, તેટલા જ પ્રમાણમાં માનવીના અંતઃકરણમાં નિષ્કર્મ પરોપકારવૃત્તિ જાગૃત થશે. - યુગઆચાર્ય સ્વામી પ્રણવાનંદજી <box>832 704 1116 767</box>
quote-text: તમારો કહેવાતો શત્રુ જે માત્ર સાધનરૂપ બનેલ કારણ છે. તમારે એને માફી આપવી જોઇએ, - ૬ઠ્ઠા માપથી બાળકમાં નહિ, પણ તમારું જીવન એણે ઘૂળધાણી કરી નાખ્યું હોય તો પણ. - અનંત પુસ્તકોના સર્જક કેરળના કન્યાગામ ખાતે આનંદાશ્રમ સ્થાપનાર સંત સ્વામી રામદાસ <box>832 617 1120 697</box>
class-col-3 <box>361 1072 537 2195</box>
classified-ad: MM.JOSHI (R) 3BHK-4BHK બંગલો વેચાણ ફ્લેટ 2BHK ફ્લેટ.ઓપન પ્લોટ તૈયાર મળશે. સરનામું ઉમાભવન રોડ, ટી.પી.૮ +918511723624, +919157154449 <box>544 1424 712 1535</box>
classified-ad: દુકાન આપવાની છે સ્ટેશન રોડથી ડભાણ ભાગોળ ના વિસ્તાર માં રોડ ઉપરની દુકાન આપવાની છે. ફોન નંબર. 9429327248 <box>1081 1577 1264 1654</box>
classified-ad: તાત્કાલીક ફ્લેટ વેચવાનો નેકસસ-૬, બ્રાન્ડન્યુ ફ્લેટ નં.ડી-૪૦૫, 2BHK રોડ સાઇડ વાળો ફ્લેટ,નડિયાદ-ઉત્તરસંડા રોડ, નડિયાદ. M. 9879096457, 9824191500 <box>1081 1654 1264 1748</box>
classified-ad: ઓફિસ ભાડે આપવાની છે. અરિહંત પાર્ક,જીટોડીયા રોડ ચાવડાપુરા નીચે 3 ઇગ્નેશ્વર પ્લાઝા ઉપર ૨ રૂમ,૧ હોલ ઓફિસ પેનલ સાથે ભાડે ગેસ લાઇન સુવિધા. 8490834156,9726740238 <box>544 1535 712 1664</box>
banner-phone-1: 8799236055 (નડિયાદ) <box>1086 1006 1257 1024</box>
